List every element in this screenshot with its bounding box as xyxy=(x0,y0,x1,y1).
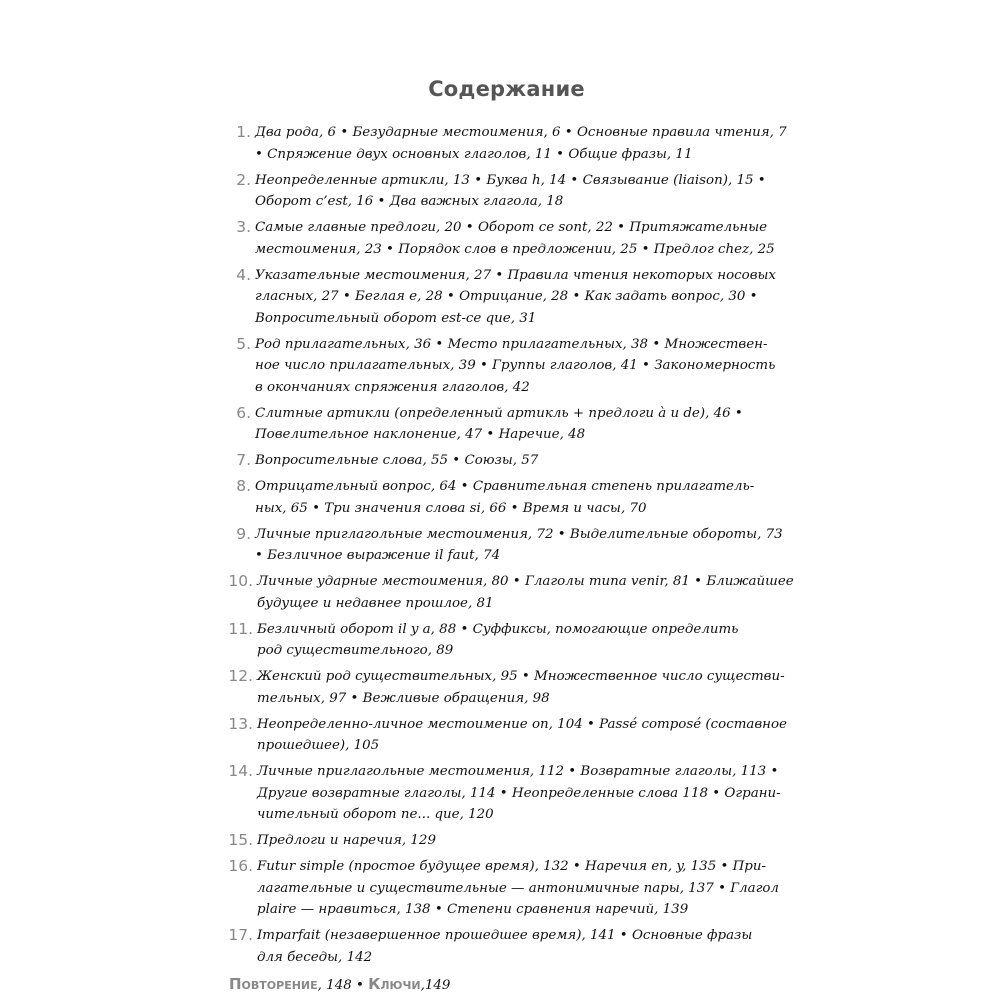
table-of-contents xyxy=(228,122,794,997)
chapter-number: 6. xyxy=(236,403,251,422)
toc-entry[interactable] xyxy=(229,666,789,709)
chapter-topics-line: в окончаниях спряжения глаголов, 42 xyxy=(255,379,530,395)
chapter-topics-line: Личные приглагольные местоимения, 72 • Выделительные обороты, 73 xyxy=(255,526,783,542)
toc-entry[interactable] xyxy=(229,830,789,852)
chapter-number: 10. xyxy=(228,572,253,590)
toc-entry[interactable] xyxy=(229,122,789,165)
toc-entries xyxy=(228,122,794,968)
chapter-number: 12. xyxy=(228,667,253,685)
chapter-topics-line: будущее и недавнее прошлое, 81 xyxy=(257,595,494,611)
keys-page: ,149 xyxy=(420,977,451,993)
chapter-topics-line: Предлоги и наречия, 129 xyxy=(257,833,436,848)
chapter-topics-line: местоимения, 23 • Порядок слов в предложении, 25 • Предлог chez, 25 xyxy=(255,241,775,257)
chapter-topics-line: Неопределенные артикли, 13 • Буква h, 14 • Связывание (liaison), 15 • xyxy=(255,172,766,188)
chapter-topics-line: Безличный оборот il y a, 88 • Суффиксы, помогающие определить xyxy=(257,621,739,637)
chapter-topics-line: Оборот c’est, 16 • Два важных глагола, 18 xyxy=(255,194,564,209)
chapter-topics-line: Вопросительные слова, 55 • Союзы, 57 xyxy=(255,453,539,468)
chapter-topics-line: ных, 65 • Три значения слова si, 66 • Время и часы, 70 xyxy=(255,500,647,516)
chapter-number: 9. xyxy=(236,524,251,543)
chapter-topics-line: чительный оборот ne... que, 120 xyxy=(257,807,494,822)
chapter-topics-line: лагательные и существительные — антонимичные пары, 137 • Глагол xyxy=(257,880,779,896)
toc-entry[interactable] xyxy=(229,925,789,968)
chapter-topics-line: plaire — нравиться, 138 • Степени сравнения наречий, 139 xyxy=(257,902,689,917)
chapter-topics-line: Повелительное наклонение, 47 • Наречие, 48 xyxy=(255,427,586,442)
toc-entry[interactable] xyxy=(229,856,789,921)
chapter-topics-line: прошедшее), 105 xyxy=(257,738,380,753)
review-link[interactable]: Повторение xyxy=(229,974,318,993)
chapter-number: 13. xyxy=(228,714,253,733)
chapter-topics-line: Два рода, 6 • Безударные местоимения, 6 • Основные правила чтения, 7 xyxy=(255,125,787,140)
chapter-topics-line: Futur simple (простое будущее время), 132 • Наречия en, y, 135 • При- xyxy=(257,859,767,874)
chapter-number: 5. xyxy=(236,334,251,353)
chapter-topics-line: тельных, 97 • Вежливые обращения, 98 xyxy=(257,690,550,706)
keys-link[interactable]: Ключи xyxy=(368,974,421,993)
toc-entry[interactable] xyxy=(229,334,789,399)
toc-entry[interactable] xyxy=(229,450,789,472)
toc-entry[interactable] xyxy=(229,761,789,826)
chapter-number: 16. xyxy=(228,857,253,875)
chapter-number: 14. xyxy=(228,762,253,780)
toc-footer xyxy=(229,973,789,997)
chapter-number: 4. xyxy=(236,265,251,284)
chapter-topics-line: ное число прилагательных, 39 • Группы глаголов, 41 • Закономерность xyxy=(255,358,776,373)
chapter-topics-line: Личные ударные местоимения, 80 • Глаголы типа venir, 81 • Ближайшее xyxy=(257,574,794,589)
chapter-number: 15. xyxy=(228,831,253,849)
chapter-topics-line: Другие возвратные глаголы, 114 • Неопределенные слова 118 • Ограни- xyxy=(257,785,781,801)
toc-entry[interactable] xyxy=(229,403,789,446)
chapter-topics-line: Личные приглагольные местоимения, 112 • Возвратные глаголы, 113 • xyxy=(257,764,779,779)
chapter-topics-line: гласных, 27 • Беглая е, 28 • Отрицание, 28 • Как задать вопрос, 30 • xyxy=(255,289,758,304)
toc-entry[interactable] xyxy=(228,571,794,614)
chapter-number: 7. xyxy=(236,451,251,469)
toc-entry[interactable] xyxy=(229,265,789,330)
chapter-topics-line: Неопределенно-личное местоимение on, 104 • Passé composé (составное xyxy=(257,716,787,732)
chapter-topics-line: Вопросительный оборот est-ce que, 31 xyxy=(255,310,537,326)
toc-entry[interactable] xyxy=(229,217,789,260)
toc-entry[interactable] xyxy=(229,170,789,213)
toc-entry[interactable] xyxy=(229,714,789,757)
chapter-topics-line: Указательные местоимения, 27 • Правила чтения некоторых носовых xyxy=(255,267,776,283)
chapter-number: 1. xyxy=(236,123,251,141)
review-page: , 148 • xyxy=(317,977,364,993)
chapter-number: 17. xyxy=(228,926,253,944)
page-title: Содержание xyxy=(428,77,585,101)
toc-entry[interactable] xyxy=(229,524,789,567)
chapter-number: 11. xyxy=(228,619,253,638)
chapter-topics-line: род существительного, 89 xyxy=(257,643,454,658)
chapter-number: 2. xyxy=(236,170,251,189)
chapter-topics-line: для беседы, 142 xyxy=(257,949,373,965)
chapter-number: 8. xyxy=(236,477,251,495)
chapter-topics-line: • Спряжение двух основных глаголов, 11 • Общие фразы, 11 xyxy=(255,146,693,162)
chapter-topics-line: Отрицательный вопрос, 64 • Сравнительная степень прилагатель- xyxy=(255,479,755,494)
chapter-topics-line: Imparfait (незавершенное прошедшее время), 141 • Основные фразы xyxy=(257,928,753,943)
chapter-topics-line: • Безличное выражение il faut, 74 xyxy=(255,548,501,563)
chapter-topics-line: Женский род существительных, 95 • Множественное число существи- xyxy=(257,669,785,684)
chapter-topics-line: Самые главные предлоги, 20 • Оборот ce sont, 22 • Притяжательные xyxy=(255,220,768,235)
toc-entry[interactable] xyxy=(229,476,789,519)
chapter-topics-line: Слитные артикли (определенный артикль + предлоги à и de), 46 • xyxy=(255,405,743,421)
chapter-number: 3. xyxy=(236,218,251,236)
chapter-topics-line: Род прилагательных, 36 • Место прилагательных, 38 • Множествен- xyxy=(255,336,768,352)
toc-entry[interactable] xyxy=(229,619,789,662)
